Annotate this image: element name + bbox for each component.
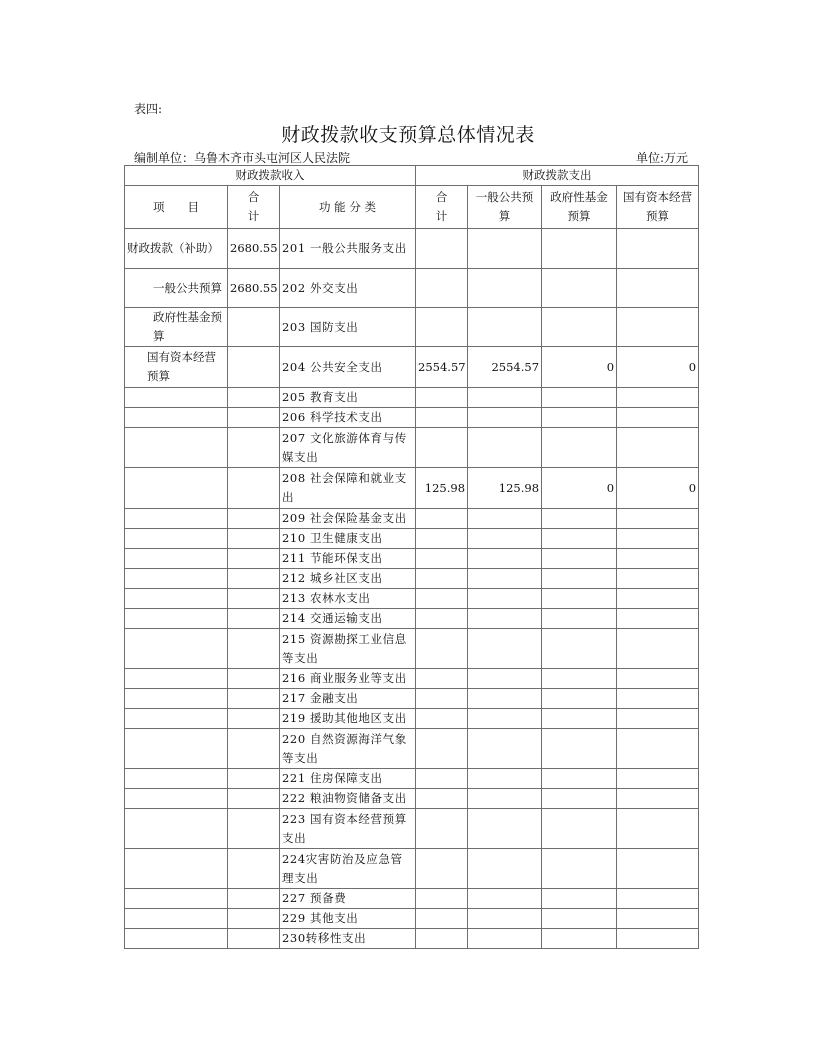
income-group-header: 财政拨款收入	[125, 166, 416, 186]
general-budget-cell	[468, 849, 542, 889]
income-item-cell: 政府性基金预算	[125, 308, 228, 347]
income-amount-cell: 2680.55	[228, 229, 280, 269]
income-amount-cell	[228, 669, 280, 689]
income-item-cell	[125, 929, 228, 949]
expense-total-cell	[416, 809, 468, 849]
function-class-cell: 222 粮油物资储备支出	[280, 789, 416, 809]
expense-total-cell	[416, 549, 468, 569]
gov-fund-cell	[542, 529, 617, 549]
expense-total-cell	[416, 269, 468, 308]
state-capital-cell	[617, 889, 699, 909]
gov-fund-cell	[542, 789, 617, 809]
general-budget-cell	[468, 428, 542, 468]
gov-fund-cell	[542, 308, 617, 347]
general-budget-cell	[468, 809, 542, 849]
function-class-cell: 202 外交支出	[280, 269, 416, 308]
function-class-cell: 215 资源勘探工业信息等支出	[280, 629, 416, 669]
income-item-cell	[125, 609, 228, 629]
state-capital-cell	[617, 569, 699, 589]
gov-fund-cell	[542, 408, 617, 428]
income-amount-cell	[228, 709, 280, 729]
general-budget-cell	[468, 629, 542, 669]
state-capital-cell	[617, 789, 699, 809]
expense-total-cell	[416, 729, 468, 769]
general-budget-cell	[468, 769, 542, 789]
general-budget-cell	[468, 569, 542, 589]
table-row	[125, 889, 699, 909]
income-item-cell	[125, 388, 228, 408]
income-item-cell	[125, 849, 228, 889]
item-header: 项 目	[125, 186, 228, 229]
expense-total-cell	[416, 388, 468, 408]
general-budget-cell	[468, 408, 542, 428]
income-amount-cell	[228, 929, 280, 949]
gov-fund-cell: 0	[542, 468, 617, 509]
function-class-cell: 203 国防支出	[280, 308, 416, 347]
gov-fund-cell	[542, 589, 617, 609]
general-budget-cell	[468, 529, 542, 549]
income-total-header: 合 计	[228, 186, 280, 229]
state-capital-cell: 0	[617, 347, 699, 388]
gov-fund-cell	[542, 809, 617, 849]
income-item-cell: 国有资本经营预算	[125, 347, 228, 388]
table-row	[125, 428, 699, 468]
state-capital-cell	[617, 849, 699, 889]
income-amount-cell	[228, 347, 280, 388]
gov-fund-cell	[542, 929, 617, 949]
income-item-cell	[125, 549, 228, 569]
general-budget-cell	[468, 909, 542, 929]
income-amount-cell	[228, 769, 280, 789]
table-row	[125, 529, 699, 549]
general-budget-cell: 2554.57	[468, 347, 542, 388]
table-row	[125, 669, 699, 689]
income-item-cell	[125, 669, 228, 689]
table-row	[125, 229, 699, 269]
gov-fund-header: 政府性基金 预算	[542, 186, 617, 229]
state-capital-cell	[617, 809, 699, 849]
state-capital-cell	[617, 609, 699, 629]
table-row	[125, 269, 699, 308]
income-item-cell	[125, 729, 228, 769]
table-row	[125, 569, 699, 589]
state-capital-cell	[617, 769, 699, 789]
table-row	[125, 609, 699, 629]
expense-total-cell	[416, 669, 468, 689]
income-amount-cell	[228, 589, 280, 609]
income-amount-cell	[228, 849, 280, 889]
income-item-cell: 一般公共预算	[125, 269, 228, 308]
gov-fund-cell	[542, 509, 617, 529]
general-budget-header: 一般公共预 算	[468, 186, 542, 229]
state-capital-cell	[617, 269, 699, 308]
function-class-header: 功 能 分 类	[280, 186, 416, 229]
general-budget-cell	[468, 889, 542, 909]
function-class-cell: 213 农林水支出	[280, 589, 416, 609]
state-capital-cell	[617, 529, 699, 549]
state-capital-cell	[617, 709, 699, 729]
function-class-cell: 216 商业服务业等支出	[280, 669, 416, 689]
income-amount-cell	[228, 428, 280, 468]
income-amount-cell	[228, 308, 280, 347]
budget-table	[124, 165, 699, 949]
income-item-cell	[125, 789, 228, 809]
table-row	[125, 709, 699, 729]
general-budget-cell	[468, 729, 542, 769]
expense-total-cell	[416, 408, 468, 428]
expense-total-header: 合 计	[416, 186, 468, 229]
gov-fund-cell	[542, 669, 617, 689]
table-row	[125, 809, 699, 849]
expense-total-cell	[416, 909, 468, 929]
gov-fund-cell	[542, 909, 617, 929]
table-row	[125, 769, 699, 789]
income-amount-cell	[228, 729, 280, 769]
expense-total-cell: 125.98	[416, 468, 468, 509]
income-amount-cell	[228, 549, 280, 569]
table-row	[125, 849, 699, 889]
function-class-cell: 205 教育支出	[280, 388, 416, 408]
state-capital-cell	[617, 388, 699, 408]
function-class-cell: 206 科学技术支出	[280, 408, 416, 428]
function-class-cell: 209 社会保险基金支出	[280, 509, 416, 529]
income-item-cell	[125, 629, 228, 669]
income-item-cell	[125, 509, 228, 529]
income-amount-cell	[228, 408, 280, 428]
expense-total-cell: 2554.57	[416, 347, 468, 388]
state-capital-cell	[617, 229, 699, 269]
income-item-cell	[125, 428, 228, 468]
gov-fund-cell	[542, 549, 617, 569]
function-class-cell: 221 住房保障支出	[280, 769, 416, 789]
income-item-cell	[125, 529, 228, 549]
income-amount-cell	[228, 468, 280, 509]
organization-label: 编制单位：乌鲁木齐市头屯河区人民法院	[134, 151, 351, 165]
expense-total-cell	[416, 529, 468, 549]
function-class-cell: 227 预备费	[280, 889, 416, 909]
general-budget-cell	[468, 308, 542, 347]
income-item-cell: 财政拨款（补助）	[125, 229, 228, 269]
function-class-cell: 208 社会保障和就业支出	[280, 468, 416, 509]
table-row	[125, 549, 699, 569]
income-item-cell	[125, 889, 228, 909]
expense-total-cell	[416, 569, 468, 589]
table-row	[125, 689, 699, 709]
table-row	[125, 347, 699, 388]
state-capital-cell	[617, 549, 699, 569]
income-item-cell	[125, 709, 228, 729]
gov-fund-cell	[542, 229, 617, 269]
table-row	[125, 408, 699, 428]
page-title: 财政拨款收支预算总体情况表	[281, 124, 535, 146]
gov-fund-cell	[542, 428, 617, 468]
expense-total-cell	[416, 709, 468, 729]
table-row	[125, 929, 699, 949]
table-row	[125, 468, 699, 509]
function-class-cell: 210 卫生健康支出	[280, 529, 416, 549]
expense-total-cell	[416, 229, 468, 269]
income-amount-cell	[228, 609, 280, 629]
income-item-cell	[125, 909, 228, 929]
function-class-cell: 212 城乡社区支出	[280, 569, 416, 589]
gov-fund-cell	[542, 569, 617, 589]
expense-total-cell	[416, 689, 468, 709]
income-amount-cell	[228, 889, 280, 909]
general-budget-cell	[468, 269, 542, 308]
function-class-cell: 211 节能环保支出	[280, 549, 416, 569]
function-class-cell: 220 自然资源海洋气象等支出	[280, 729, 416, 769]
income-item-cell	[125, 408, 228, 428]
function-class-cell: 229 其他支出	[280, 909, 416, 929]
general-budget-cell	[468, 388, 542, 408]
state-capital-cell	[617, 428, 699, 468]
state-capital-cell	[617, 929, 699, 949]
table-row	[125, 388, 699, 408]
income-item-cell	[125, 589, 228, 609]
gov-fund-cell	[542, 609, 617, 629]
expense-total-cell	[416, 509, 468, 529]
income-item-cell	[125, 689, 228, 709]
state-capital-cell	[617, 509, 699, 529]
table-row	[125, 909, 699, 929]
state-capital-cell	[617, 629, 699, 669]
general-budget-cell	[468, 669, 542, 689]
income-amount-cell	[228, 689, 280, 709]
general-budget-cell	[468, 689, 542, 709]
gov-fund-cell: 0	[542, 347, 617, 388]
state-capital-cell	[617, 308, 699, 347]
function-class-cell: 217 金融支出	[280, 689, 416, 709]
expense-total-cell	[416, 849, 468, 889]
state-capital-cell: 0	[617, 468, 699, 509]
gov-fund-cell	[542, 269, 617, 308]
expense-group-header: 财政拨款支出	[416, 166, 699, 186]
income-item-cell	[125, 809, 228, 849]
general-budget-cell	[468, 709, 542, 729]
gov-fund-cell	[542, 709, 617, 729]
income-amount-cell	[228, 529, 280, 549]
general-budget-cell	[468, 929, 542, 949]
income-amount-cell	[228, 388, 280, 408]
general-budget-cell	[468, 549, 542, 569]
general-budget-cell	[468, 789, 542, 809]
function-class-cell: 201 一般公共服务支出	[280, 229, 416, 269]
table-row	[125, 509, 699, 529]
state-capital-cell	[617, 669, 699, 689]
state-capital-cell	[617, 408, 699, 428]
table-row	[125, 308, 699, 347]
state-capital-cell	[617, 909, 699, 929]
general-budget-cell	[468, 509, 542, 529]
income-amount-cell	[228, 569, 280, 589]
expense-total-cell	[416, 609, 468, 629]
gov-fund-cell	[542, 689, 617, 709]
function-class-cell: 219 援助其他地区支出	[280, 709, 416, 729]
function-class-cell: 207 文化旅游体育与传媒支出	[280, 428, 416, 468]
general-budget-cell	[468, 609, 542, 629]
expense-total-cell	[416, 929, 468, 949]
function-class-cell: 224灾害防治及应急管理支出	[280, 849, 416, 889]
state-capital-cell	[617, 689, 699, 709]
general-budget-cell	[468, 229, 542, 269]
expense-total-cell	[416, 789, 468, 809]
income-amount-cell	[228, 789, 280, 809]
income-amount-cell	[228, 909, 280, 929]
gov-fund-cell	[542, 849, 617, 889]
income-amount-cell	[228, 629, 280, 669]
gov-fund-cell	[542, 889, 617, 909]
function-class-cell: 230转移性支出	[280, 929, 416, 949]
function-class-cell: 223 国有资本经营预算支出	[280, 809, 416, 849]
gov-fund-cell	[542, 769, 617, 789]
gov-fund-cell	[542, 629, 617, 669]
function-class-cell: 204 公共安全支出	[280, 347, 416, 388]
general-budget-cell	[468, 589, 542, 609]
gov-fund-cell	[542, 388, 617, 408]
gov-fund-cell	[542, 729, 617, 769]
expense-total-cell	[416, 889, 468, 909]
expense-total-cell	[416, 308, 468, 347]
expense-total-cell	[416, 769, 468, 789]
table-row	[125, 789, 699, 809]
table-row	[125, 629, 699, 669]
state-capital-cell	[617, 729, 699, 769]
income-item-cell	[125, 569, 228, 589]
income-amount-cell: 2680.55	[228, 269, 280, 308]
function-class-cell: 214 交通运输支出	[280, 609, 416, 629]
general-budget-cell: 125.98	[468, 468, 542, 509]
table-number: 表四:	[134, 102, 163, 116]
table-row	[125, 589, 699, 609]
state-capital-cell	[617, 589, 699, 609]
unit-label: 单位:万元	[636, 151, 689, 165]
income-amount-cell	[228, 809, 280, 849]
expense-total-cell	[416, 589, 468, 609]
income-amount-cell	[228, 509, 280, 529]
table-row	[125, 729, 699, 769]
expense-total-cell	[416, 629, 468, 669]
income-item-cell	[125, 769, 228, 789]
income-item-cell	[125, 468, 228, 509]
state-capital-header: 国有资本经营 预算	[617, 186, 699, 229]
expense-total-cell	[416, 428, 468, 468]
